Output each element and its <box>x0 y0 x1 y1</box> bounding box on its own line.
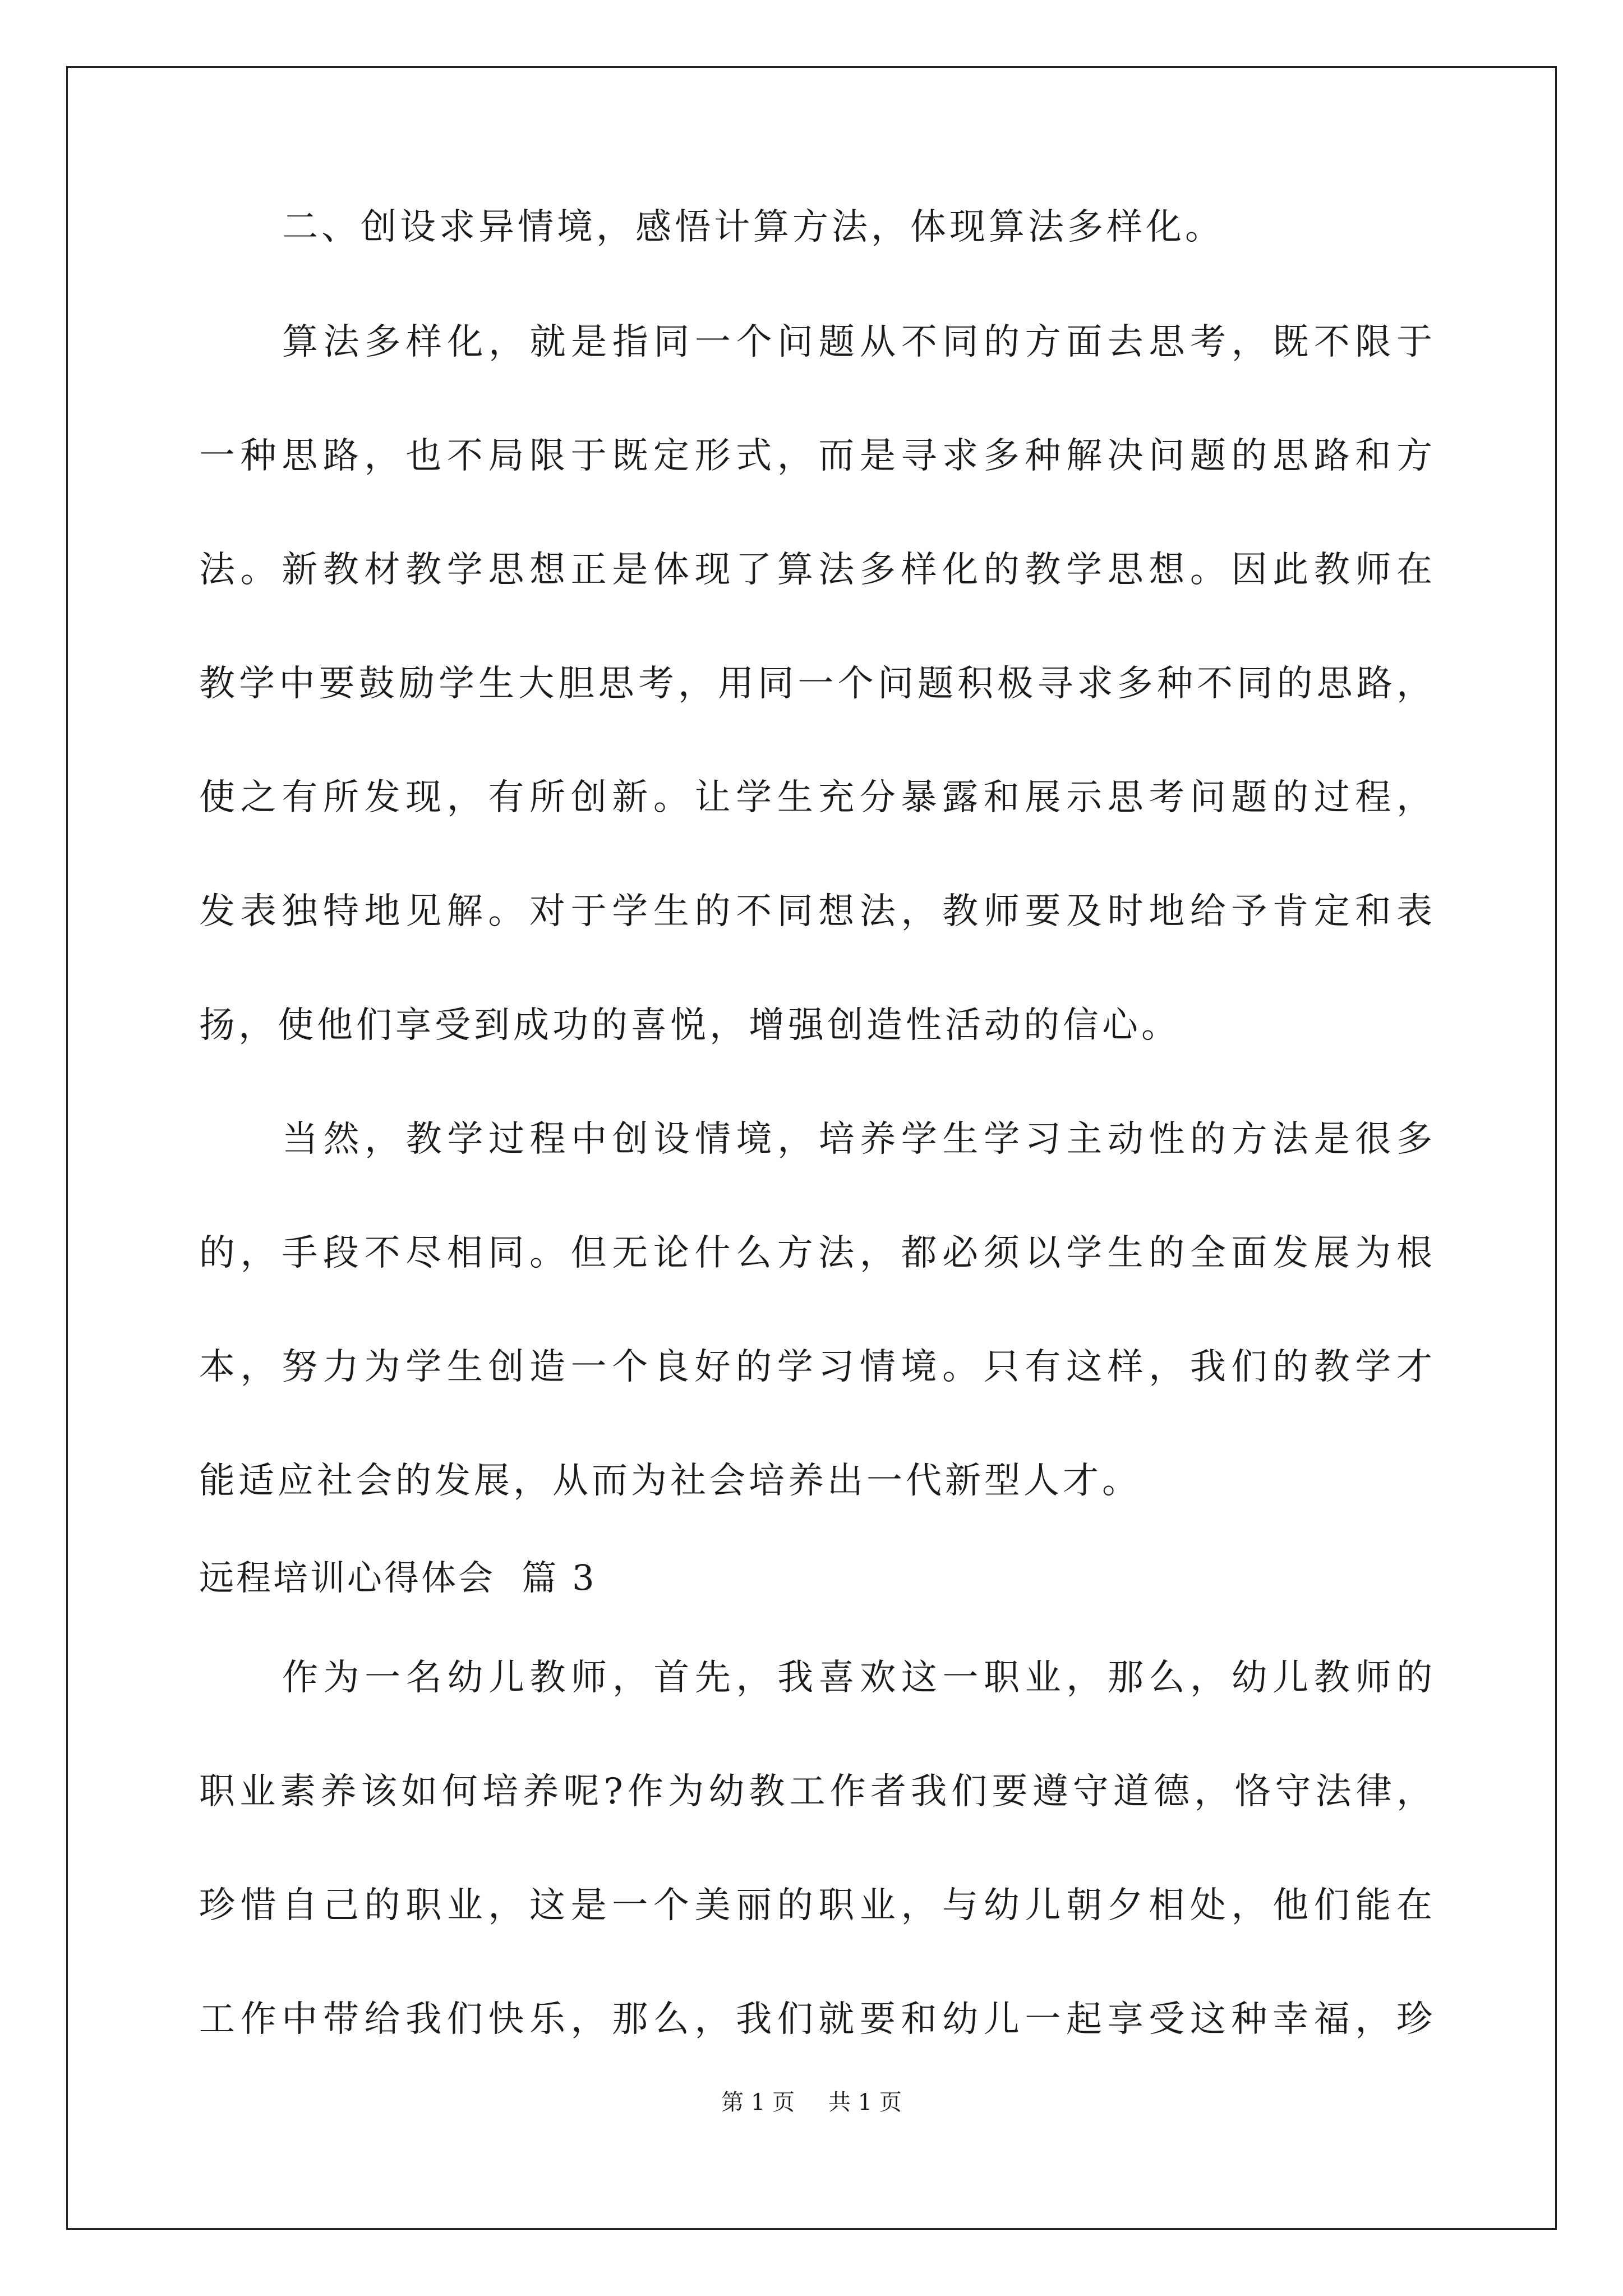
paragraph-line: 教学中要鼓励学生大胆思考，用同一个问题积极寻求多种不同的思路， <box>199 663 1436 705</box>
paragraph-line: 扬，使他们享受到成功的喜悦，增强创造性活动的信心。 <box>199 1005 1181 1046</box>
paragraph-line: 职业素养该如何培养呢?作为幼教工作者我们要遵守道德，恪守法律， <box>199 1771 1436 1812</box>
page-number: 第 1 页 <box>721 2090 795 2115</box>
paragraph-line: 珍惜自己的职业，这是一个美丽的职业，与幼儿朝夕相处，他们能在 <box>199 1885 1436 1926</box>
page-footer <box>0 2087 1623 2118</box>
page-total: 共 1 页 <box>828 2090 902 2115</box>
paragraph-line: 算法多样化，就是指同一个问题从不同的方面去思考，既不限于 <box>282 321 1436 363</box>
paragraph-line: 能适应社会的发展，从而为社会培养出一代新型人才。 <box>199 1460 1141 1502</box>
paragraph-line: 当然，教学过程中创设情境，培养学生学习主动性的方法是很多 <box>282 1119 1436 1160</box>
paragraph-line: 作为一名幼儿教师，首先，我喜欢这一职业，那么，幼儿教师的 <box>282 1657 1436 1699</box>
paragraph-line: 的，手段不尽相同。但无论什么方法，都必须以学生的全面发展为根 <box>199 1232 1436 1274</box>
paragraph-line: 工作中带给我们快乐，那么，我们就要和幼儿一起享受这种幸福，珍 <box>199 1999 1436 2040</box>
paragraph-line: 发表独特地见解。对于学生的不同想法，教师要及时地给予肯定和表 <box>199 891 1436 932</box>
paragraph-line: 法。新教材教学思想正是体现了算法多样化的教学思想。因此教师在 <box>199 549 1436 591</box>
section-heading: 远程培训心得体会 篇 3 <box>199 1557 597 1598</box>
paragraph-line: 本，努力为学生创造一个良好的学习情境。只有这样，我们的教学才 <box>199 1346 1436 1388</box>
paragraph-line: 使之有所发现，有所创新。让学生充分暴露和展示思考问题的过程， <box>199 777 1436 818</box>
paragraph-line: 一种思路，也不局限于既定形式，而是寻求多种解决问题的思路和方 <box>199 435 1436 477</box>
paragraph-line: 二、创设求异情境，感悟计算方法，体现算法多样化。 <box>282 206 1224 248</box>
